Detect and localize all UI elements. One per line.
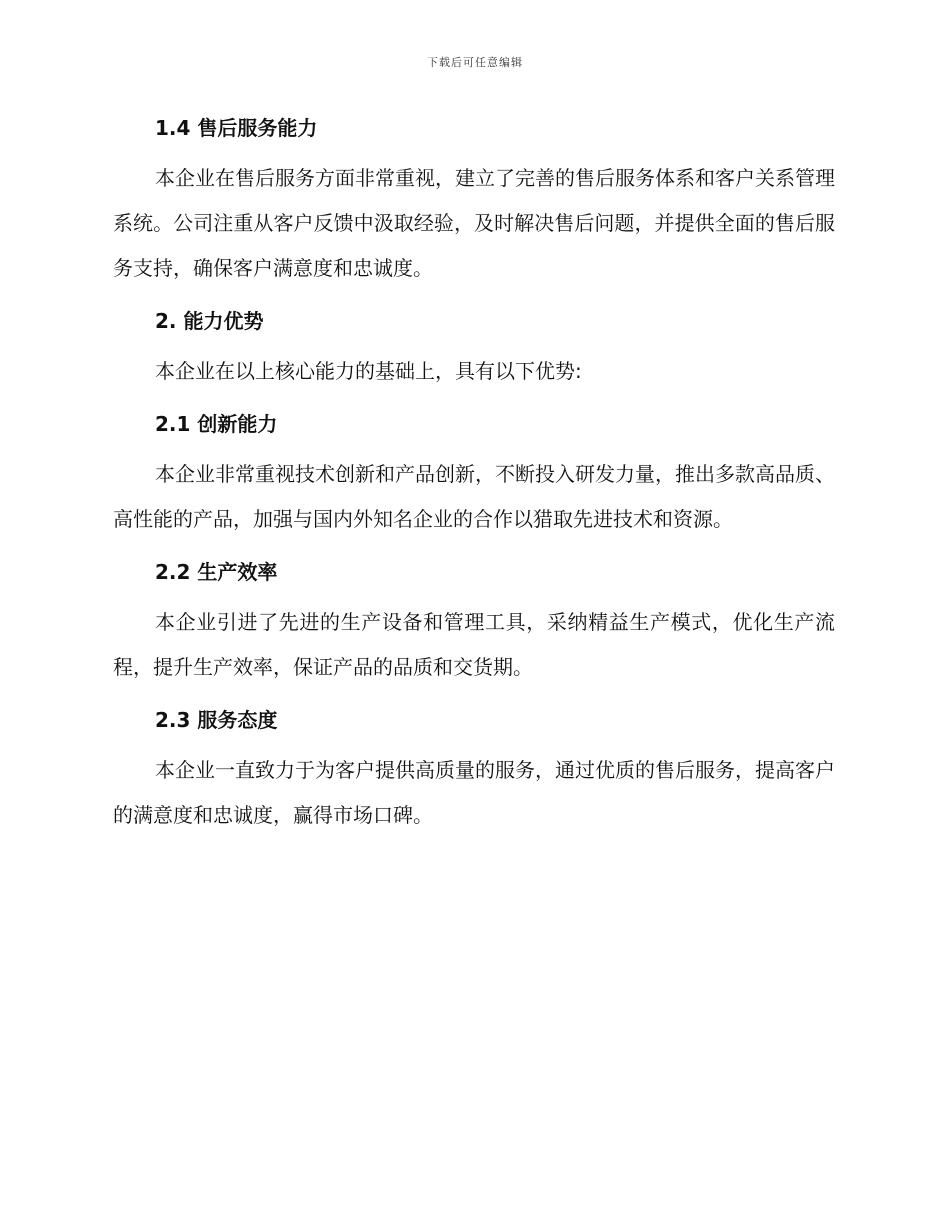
section-heading: 1.4 售后服务能力: [155, 116, 318, 140]
section-heading: 2. 能力优势: [155, 309, 264, 333]
section-paragraph: 本企业引进了先进的生产设备和管理工具，采纳精益生产模式，优化生产流程，提升生产效率，保证产品的品质和交货期。: [113, 610, 835, 679]
section-service-attitude: [113, 700, 835, 838]
section-advantages: [113, 301, 835, 404]
section-heading: 2.2 生产效率: [155, 560, 278, 584]
section-paragraph: 本企业一直致力于为客户提供高质量的服务，通过优质的售后服务，提高客户的满意度和忠诚度，赢得市场口碑。: [113, 758, 835, 827]
section-after-sales: [113, 108, 835, 301]
section-heading: 2.1 创新能力: [155, 412, 278, 436]
section-innovation: [113, 404, 835, 552]
page-header-note: 下载后可任意编辑: [427, 56, 523, 69]
section-paragraph: 本企业在售后服务方面非常重视，建立了完善的售后服务体系和客户关系管理系统。公司注重从客户反馈中汲取经验，及时解决售后问题，并提供全面的售后服务支持，确保客户满意度和忠诚度。: [113, 166, 835, 280]
section-production-efficiency: [113, 552, 835, 700]
section-heading: 2.3 服务态度: [155, 708, 278, 732]
document-body: [113, 108, 835, 838]
section-paragraph: 本企业在以上核心能力的基础上，具有以下优势:: [155, 359, 582, 383]
section-paragraph: 本企业非常重视技术创新和产品创新，不断投入研发力量，推出多款高品质、高性能的产品，加强与国内外知名企业的合作以猎取先进技术和资源。: [113, 462, 835, 531]
